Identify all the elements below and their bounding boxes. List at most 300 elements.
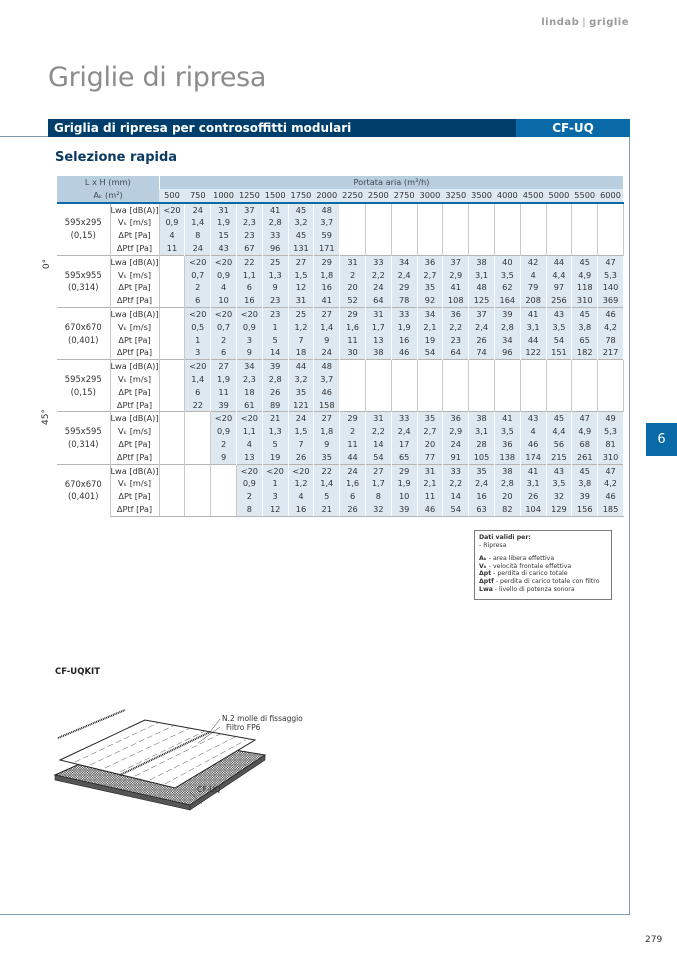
value-cell: 45 (572, 255, 598, 268)
value-cell (159, 360, 185, 373)
page-number: 279 (645, 935, 663, 945)
value-cell: 4,2 (598, 477, 624, 490)
value-cell: 3,7 (314, 216, 340, 229)
value-cell (520, 216, 546, 229)
value-cell: 24 (288, 412, 314, 425)
value-cell: 34 (417, 307, 443, 320)
value-cell: 29 (340, 412, 366, 425)
value-cell: 5 (262, 438, 288, 451)
value-cell: <20 (159, 203, 185, 217)
value-cell (340, 203, 366, 217)
flow-column-header: 3000 (417, 189, 443, 203)
value-cell: 41 (520, 464, 546, 477)
value-cell (159, 503, 185, 516)
value-cell: 105 (469, 451, 495, 464)
value-cell: 32 (546, 490, 572, 503)
value-cell: 1,6 (340, 321, 366, 334)
value-cell: 14 (262, 346, 288, 359)
value-cell: 29 (391, 464, 417, 477)
legend-box (474, 530, 612, 600)
value-cell (469, 229, 495, 242)
value-cell: 4,2 (598, 321, 624, 334)
value-cell (159, 307, 185, 320)
value-cell (469, 242, 495, 255)
value-cell: 1,7 (365, 477, 391, 490)
table-row (57, 503, 623, 516)
legend-scope: - Ripresa (479, 541, 507, 549)
flow-column-header: 3250 (443, 189, 469, 203)
value-cell: 16 (236, 294, 262, 307)
value-cell: 129 (546, 503, 572, 516)
value-cell (520, 203, 546, 217)
param-label: Vₖ [m/s] (110, 477, 159, 490)
value-cell (572, 203, 598, 217)
value-cell (185, 503, 211, 516)
value-cell: 81 (598, 438, 624, 451)
value-cell: 3,5 (546, 321, 572, 334)
value-cell: 39 (262, 360, 288, 373)
flow-column-header: 4500 (520, 189, 546, 203)
ak-label: (0,15) (70, 386, 96, 397)
value-cell: 1,4 (314, 477, 340, 490)
value-cell: 64 (443, 346, 469, 359)
param-label: ΔPt [Pa] (110, 229, 159, 242)
value-cell: 174 (520, 451, 546, 464)
value-cell (340, 399, 366, 412)
value-cell (494, 399, 520, 412)
value-cell (365, 203, 391, 217)
value-cell: 2,8 (262, 373, 288, 386)
value-cell: 3,8 (572, 321, 598, 334)
value-cell (391, 399, 417, 412)
value-cell: 45 (546, 412, 572, 425)
value-cell (365, 386, 391, 399)
param-label: ΔPt [Pa] (110, 386, 159, 399)
value-cell: 77 (417, 451, 443, 464)
value-cell: 3 (262, 490, 288, 503)
value-cell: 62 (494, 281, 520, 294)
value-cell: 1,4 (185, 373, 211, 386)
value-cell: 3,2 (288, 216, 314, 229)
value-cell (159, 477, 185, 490)
value-cell: 3,5 (494, 425, 520, 438)
value-cell (572, 399, 598, 412)
flow-column-header: 2750 (391, 189, 417, 203)
value-cell: 36 (443, 412, 469, 425)
value-cell (572, 386, 598, 399)
value-cell: 79 (520, 281, 546, 294)
value-cell (185, 412, 211, 425)
chapter-tab[interactable]: 6 (646, 423, 677, 456)
value-cell: 3,1 (469, 425, 495, 438)
value-cell: 96 (494, 346, 520, 359)
value-cell: 22 (314, 464, 340, 477)
value-cell: 1,1 (236, 425, 262, 438)
value-cell: 34 (494, 334, 520, 347)
value-cell (340, 373, 366, 386)
value-cell: 23 (262, 294, 288, 307)
value-cell: 39 (572, 490, 598, 503)
value-cell: 1,2 (288, 477, 314, 490)
value-cell: 33 (262, 229, 288, 242)
table-row (57, 386, 623, 399)
value-cell (572, 373, 598, 386)
table-row (57, 490, 623, 503)
value-cell: 24 (443, 438, 469, 451)
value-cell: 74 (469, 346, 495, 359)
page-title: Griglie di ripresa (48, 62, 267, 93)
value-cell: 20 (417, 438, 443, 451)
param-label: Lwa [dB(A)] (110, 204, 159, 215)
size-cell (57, 307, 110, 359)
value-cell: 1,4 (314, 321, 340, 334)
value-cell: 4 (211, 281, 237, 294)
value-cell: 5,3 (598, 425, 624, 438)
value-cell: 10 (391, 490, 417, 503)
value-cell: 0,9 (236, 321, 262, 334)
value-cell: 9 (211, 451, 237, 464)
table-row (57, 216, 623, 229)
angle-label-45: 45° (40, 409, 51, 425)
value-cell: 1,8 (314, 425, 340, 438)
value-cell: 44 (288, 360, 314, 373)
value-cell: 125 (469, 294, 495, 307)
value-cell: 11 (159, 242, 185, 255)
brand-header (541, 17, 629, 28)
value-cell: 5,3 (598, 269, 624, 282)
value-cell (159, 438, 185, 451)
value-cell: 67 (236, 242, 262, 255)
value-cell (185, 451, 211, 464)
flow-column-header: 2000 (314, 189, 340, 203)
value-cell: 185 (598, 503, 624, 516)
value-cell: 171 (314, 242, 340, 255)
value-cell: 43 (520, 412, 546, 425)
value-cell: 1,7 (365, 321, 391, 334)
value-cell: 41 (262, 203, 288, 217)
value-cell: 2,3 (236, 373, 262, 386)
value-cell: 11 (340, 438, 366, 451)
ak-label: (0,401) (67, 334, 99, 345)
value-cell: 24 (185, 242, 211, 255)
param-label: Vₖ [m/s] (110, 321, 159, 334)
value-cell (417, 373, 443, 386)
value-cell: 2,7 (417, 269, 443, 282)
value-cell: 35 (417, 412, 443, 425)
value-cell: <20 (211, 412, 237, 425)
value-cell: 47 (572, 412, 598, 425)
value-cell: 9 (314, 438, 340, 451)
value-cell: 2,4 (469, 321, 495, 334)
value-cell: 41 (520, 307, 546, 320)
header-lxh: L x H (mm) (57, 176, 159, 189)
value-cell (598, 216, 624, 229)
value-cell: 3 (185, 346, 211, 359)
value-cell: 46 (598, 490, 624, 503)
value-cell: 38 (469, 255, 495, 268)
value-cell: 1,9 (211, 373, 237, 386)
value-cell: 1,8 (314, 269, 340, 282)
table-row (57, 360, 623, 373)
value-cell (417, 242, 443, 255)
value-cell: 11 (417, 490, 443, 503)
value-cell (494, 229, 520, 242)
table-row (57, 255, 623, 268)
value-cell: 45 (288, 229, 314, 242)
value-cell: 182 (572, 346, 598, 359)
table-row (57, 321, 623, 334)
value-cell: 41 (494, 412, 520, 425)
value-cell (159, 399, 185, 412)
flow-column-header: 1750 (288, 189, 314, 203)
value-cell: 28 (469, 438, 495, 451)
value-cell: 46 (520, 438, 546, 451)
value-cell: 217 (598, 346, 624, 359)
value-cell: 0,9 (236, 477, 262, 490)
value-cell: 4,4 (546, 269, 572, 282)
value-cell: 96 (262, 242, 288, 255)
value-cell: 0,7 (211, 321, 237, 334)
value-cell: 4 (288, 490, 314, 503)
size-label: 595x295 (64, 217, 102, 228)
value-cell: 6 (236, 281, 262, 294)
value-cell: 78 (391, 294, 417, 307)
value-cell: 29 (391, 281, 417, 294)
value-cell: 37 (236, 203, 262, 217)
value-cell (365, 399, 391, 412)
value-cell: 6 (211, 346, 237, 359)
value-cell: 31 (365, 412, 391, 425)
value-cell (159, 490, 185, 503)
value-cell (443, 203, 469, 217)
value-cell (494, 242, 520, 255)
value-cell: 11 (211, 386, 237, 399)
value-cell: 27 (365, 464, 391, 477)
value-cell: <20 (185, 307, 211, 320)
value-cell (598, 229, 624, 242)
value-cell (159, 334, 185, 347)
value-cell: 5 (262, 334, 288, 347)
value-cell: 310 (598, 451, 624, 464)
value-cell: 121 (288, 399, 314, 412)
value-cell: 2,1 (417, 321, 443, 334)
size-cell (57, 464, 110, 516)
value-cell: 138 (494, 451, 520, 464)
value-cell: 4,9 (572, 269, 598, 282)
value-cell (211, 503, 237, 516)
value-cell: 2,7 (417, 425, 443, 438)
kit-exploded-drawing-icon (50, 680, 290, 830)
flow-column-header: 5500 (572, 189, 598, 203)
value-cell: 158 (314, 399, 340, 412)
value-cell: 131 (288, 242, 314, 255)
value-cell: 91 (443, 451, 469, 464)
value-cell: 23 (262, 307, 288, 320)
value-cell: 1,2 (288, 321, 314, 334)
value-cell: 36 (443, 307, 469, 320)
table-row (57, 438, 623, 451)
param-label: Vₖ [m/s] (110, 373, 159, 386)
value-cell (185, 438, 211, 451)
legend-item: Δpt - perdita di carico totale (479, 570, 568, 578)
value-cell (469, 373, 495, 386)
value-cell: 1,3 (262, 425, 288, 438)
param-label: ΔPtf [Pa] (110, 503, 159, 516)
value-cell: 0,7 (185, 269, 211, 282)
value-cell: 2,3 (236, 216, 262, 229)
value-cell (391, 386, 417, 399)
value-cell (494, 360, 520, 373)
value-cell (598, 360, 624, 373)
value-cell: 32 (365, 503, 391, 516)
value-cell: 33 (391, 307, 417, 320)
value-cell: 45 (572, 464, 598, 477)
table-row (57, 294, 623, 307)
param-label: ΔPtf [Pa] (110, 399, 159, 412)
table-row (57, 281, 623, 294)
value-cell (185, 464, 211, 477)
value-cell: 2 (211, 438, 237, 451)
value-cell (365, 242, 391, 255)
value-cell: 59 (314, 229, 340, 242)
value-cell (185, 477, 211, 490)
value-cell (469, 399, 495, 412)
value-cell (572, 216, 598, 229)
value-cell: 52 (340, 294, 366, 307)
value-cell: 23 (443, 334, 469, 347)
value-cell: 25 (288, 307, 314, 320)
value-cell: 78 (598, 334, 624, 347)
value-cell: 3,7 (314, 373, 340, 386)
table-row (57, 334, 623, 347)
value-cell: 2,2 (365, 269, 391, 282)
value-cell: 261 (572, 451, 598, 464)
flow-column-header: 4000 (494, 189, 520, 203)
value-cell: 151 (546, 346, 572, 359)
value-cell (159, 269, 185, 282)
value-cell: 37 (469, 307, 495, 320)
value-cell: 35 (314, 451, 340, 464)
value-cell: 48 (314, 360, 340, 373)
value-cell: 19 (417, 334, 443, 347)
ak-label: (0,314) (67, 438, 99, 449)
value-cell: 26 (288, 451, 314, 464)
value-cell: 2,2 (443, 477, 469, 490)
flow-column-header: 2250 (340, 189, 366, 203)
value-cell (340, 216, 366, 229)
value-cell: 26 (340, 503, 366, 516)
value-cell (546, 229, 572, 242)
value-cell: 31 (340, 255, 366, 268)
value-cell (391, 203, 417, 217)
value-cell: 27 (288, 255, 314, 268)
value-cell (520, 229, 546, 242)
legend-item: Δptf - perdita di carico totale con filtro (479, 577, 600, 585)
value-cell: 4,4 (546, 425, 572, 438)
brand-name: lindab (541, 17, 580, 28)
value-cell: 2 (211, 334, 237, 347)
value-cell: <20 (262, 464, 288, 477)
value-cell (469, 386, 495, 399)
flow-column-header: 1250 (236, 189, 262, 203)
value-cell: 92 (417, 294, 443, 307)
table-row (57, 242, 623, 255)
value-cell: 35 (417, 281, 443, 294)
subtitle: Selezione rapida (55, 150, 178, 165)
value-cell: 39 (391, 503, 417, 516)
value-cell: 2,4 (469, 477, 495, 490)
value-cell: 1,3 (262, 269, 288, 282)
value-cell: 8 (365, 490, 391, 503)
value-cell (469, 216, 495, 229)
value-cell: 29 (314, 255, 340, 268)
value-cell: 7 (288, 334, 314, 347)
value-cell (211, 490, 237, 503)
value-cell (443, 216, 469, 229)
value-cell: 44 (520, 334, 546, 347)
table-row (57, 269, 623, 282)
value-cell: <20 (211, 307, 237, 320)
value-cell: 64 (365, 294, 391, 307)
value-cell (572, 242, 598, 255)
value-cell: 16 (469, 490, 495, 503)
param-label: ΔPt [Pa] (110, 438, 159, 451)
value-cell: 4 (236, 438, 262, 451)
flow-column-header: 5000 (546, 189, 572, 203)
value-cell: 6 (340, 490, 366, 503)
flow-column-header: 750 (185, 189, 211, 203)
value-cell: 82 (494, 503, 520, 516)
value-cell: 15 (211, 229, 237, 242)
value-cell: <20 (185, 255, 211, 268)
value-cell: 26 (520, 490, 546, 503)
value-cell: 38 (365, 346, 391, 359)
table-row (57, 412, 623, 425)
value-cell: 61 (236, 399, 262, 412)
value-cell: 1,4 (185, 216, 211, 229)
value-cell: 54 (546, 334, 572, 347)
value-cell (340, 242, 366, 255)
value-cell: 1,9 (211, 216, 237, 229)
value-cell: <20 (236, 412, 262, 425)
value-cell: 1,5 (288, 269, 314, 282)
value-cell (494, 373, 520, 386)
value-cell: 39 (211, 399, 237, 412)
value-cell: 33 (365, 255, 391, 268)
value-cell: <20 (185, 360, 211, 373)
value-cell (598, 399, 624, 412)
value-cell: 21 (262, 412, 288, 425)
value-cell (159, 281, 185, 294)
value-cell: 46 (391, 346, 417, 359)
value-cell: 27 (314, 307, 340, 320)
table-row (57, 464, 623, 477)
value-cell: 37 (443, 255, 469, 268)
value-cell: 1,6 (340, 477, 366, 490)
legend-item: Lwa - livello di potenza sonora (479, 585, 575, 593)
value-cell (185, 490, 211, 503)
value-cell: 6 (185, 386, 211, 399)
value-cell: 22 (185, 399, 211, 412)
value-cell (494, 386, 520, 399)
value-cell: 34 (236, 360, 262, 373)
value-cell (365, 360, 391, 373)
param-label: ΔPt [Pa] (110, 334, 159, 347)
value-cell: 39 (494, 307, 520, 320)
value-cell: 18 (288, 346, 314, 359)
value-cell (520, 360, 546, 373)
param-label: ΔPtf [Pa] (110, 242, 159, 255)
